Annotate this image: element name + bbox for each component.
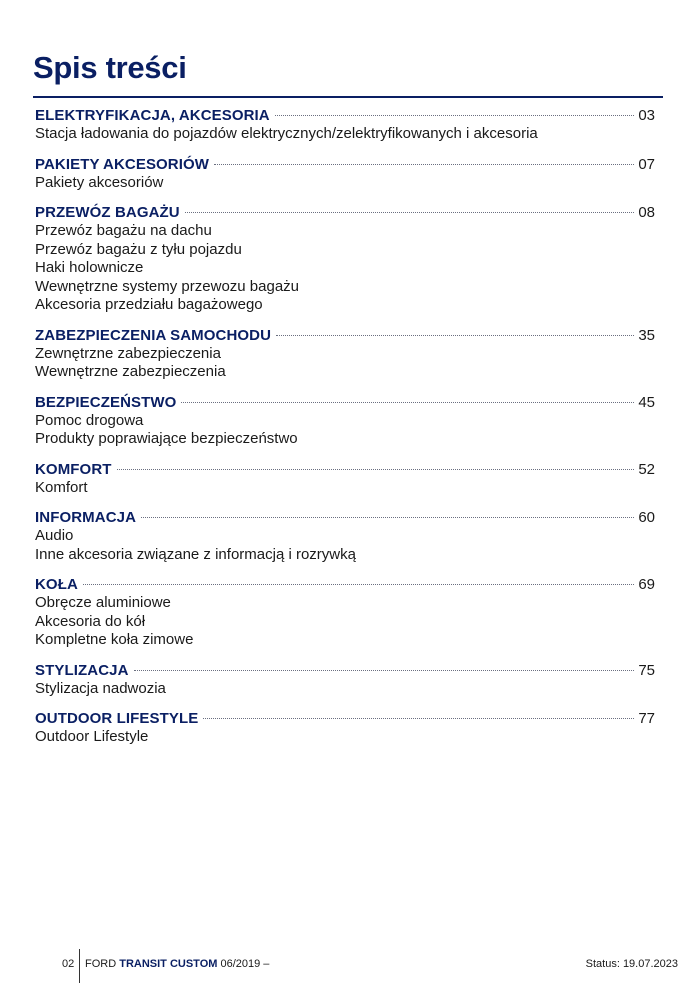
page-title: Spis treści [33,50,187,85]
toc-entry[interactable] [35,575,655,594]
toc-subitem: Audio [35,527,74,544]
toc-section-elektryfikacja [35,106,655,144]
toc-subitem: Akcesoria przedziału bagażowego [35,296,263,313]
footer-divider [79,949,80,983]
toc-section-przewoz-bagazu [35,203,655,315]
dot-leader [117,469,635,470]
toc-section-informacja [35,508,655,564]
section-page-number: 03 [638,107,655,124]
toc-subitem: Wewnętrzne zabezpieczenia [35,363,226,380]
toc-entry[interactable] [35,508,655,527]
toc-subitem: Inne akcesoria związane z informacją i rozrywką [35,545,356,563]
toc-subitem: Outdoor Lifestyle [35,728,149,745]
section-page-number: 52 [638,460,655,478]
toc-entry[interactable] [35,460,655,479]
section-title: STYLIZACJA [35,661,129,679]
toc-section-bezpieczenstwo [35,393,655,449]
toc-subitem: Przewóz bagażu na dachu [35,222,212,239]
dot-leader [275,115,635,116]
toc-entry[interactable] [35,155,655,174]
dot-leader [141,517,634,518]
section-title: PRZEWÓZ BAGAŻU [35,204,180,221]
toc-subitem: Pakiety akcesoriów [35,173,164,191]
section-title: INFORMACJA [35,509,136,526]
toc-subitem: Haki holownicze [35,259,144,276]
toc-entry[interactable] [35,709,655,728]
dot-leader [185,212,635,213]
section-title: PAKIETY AKCESORIÓW [35,155,210,173]
section-page-number: 08 [638,204,655,221]
section-title: KOMFORT [35,460,112,478]
section-page-number: 35 [638,326,655,344]
toc-entry[interactable] [35,203,655,222]
dot-leader [276,335,634,336]
toc-entry[interactable] [35,661,655,680]
section-title: OUTDOOR LIFESTYLE [35,710,199,727]
toc-section-kola [35,575,655,650]
footer-model-info [85,958,269,970]
dot-leader [203,718,634,719]
table-of-contents [35,106,655,758]
section-page-number: 60 [638,509,655,526]
toc-subitem: Obręcze aluminiowe [35,594,171,611]
section-page-number: 77 [638,710,655,727]
dot-leader [214,164,634,165]
toc-subitem: Pomoc drogowa [35,411,144,429]
toc-subitem: Wewnętrzne systemy przewozu bagażu [35,277,300,295]
toc-subitem: Stacja ładowania do pojazdów elektrycznych/zelektryfikowanych i akcesoria [35,125,538,142]
section-title: BEZPIECZEŃSTWO [35,393,177,411]
toc-section-zabezpieczenia [35,326,655,382]
section-page-number: 45 [638,393,655,411]
toc-subitem: Kompletne koła zimowe [35,631,194,648]
toc-section-stylizacja [35,661,655,699]
footer-edition: 06/2019 – [220,958,270,970]
footer-model-name: TRANSIT CUSTOM [119,958,218,970]
dot-leader [181,402,634,403]
section-title: ZABEZPIECZENIA SAMOCHODU [35,326,272,344]
toc-subitem: Przewóz bagażu z tyłu pojazdu [35,240,242,258]
toc-section-outdoor-lifestyle [35,709,655,747]
section-page-number: 69 [638,576,655,593]
toc-subitem: Komfort [35,478,88,496]
section-title: KOŁA [35,576,78,593]
toc-subitem: Zewnętrzne zabezpieczenia [35,344,221,362]
toc-section-pakiety [35,155,655,193]
toc-subitem: Akcesoria do kół [35,612,146,630]
toc-subitem: Stylizacja nadwozia [35,679,166,697]
toc-entry[interactable] [35,326,655,345]
section-title: ELEKTRYFIKACJA, AKCESORIA [35,107,270,124]
toc-entry[interactable] [35,393,655,412]
dot-leader [134,670,635,671]
toc-subitem: Produkty poprawiające bezpieczeństwo [35,430,298,447]
page-footer [62,957,678,973]
footer-status: Status: 19.07.2023 [585,958,678,970]
dot-leader [83,584,634,585]
footer-page-number: 02 [62,958,75,970]
title-divider [33,96,663,98]
section-page-number: 07 [638,155,655,173]
toc-entry[interactable] [35,106,655,125]
section-page-number: 75 [638,661,655,679]
toc-section-komfort [35,460,655,498]
footer-brand: FORD [85,958,117,970]
